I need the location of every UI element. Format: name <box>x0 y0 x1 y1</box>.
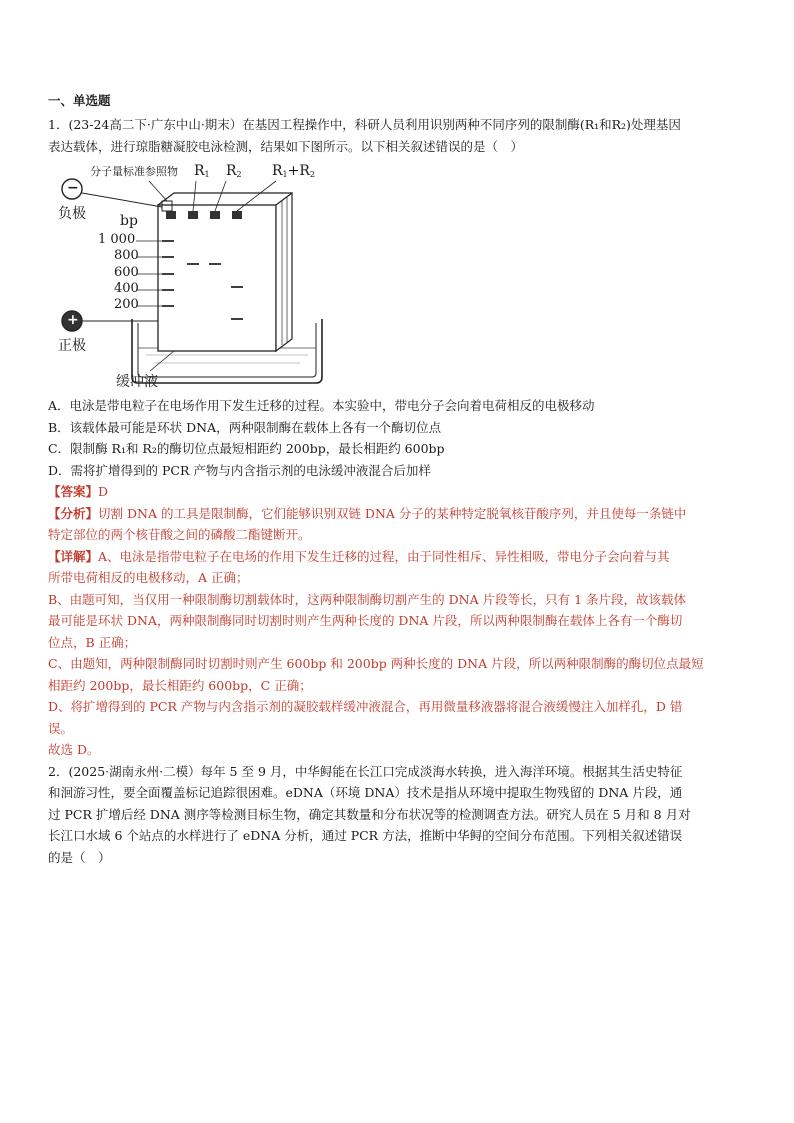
well-marker <box>166 211 176 219</box>
figure-label-r1r2: $R_1+R_2$ <box>272 163 316 179</box>
figure-label-r1: $R_1$ <box>194 163 210 179</box>
q2-line3: 过 PCR 扩增后经 DNA 测序等检测目标生物，确定其数量和分布状况等的检测调查方法。研究人员在 5 月和 8 月对 <box>48 806 691 822</box>
negative-label: 负极 <box>58 206 86 222</box>
electrophoresis-figure <box>54 163 354 391</box>
well-r1r2 <box>232 211 242 219</box>
gel-top-edge <box>158 193 292 205</box>
q2-line4: 长江口水域 6 个站点的水样进行了 eDNA 分析，通过 PCR 方法，推断中华鲟的空间分布范围。下列相关叙述错误 <box>48 828 683 843</box>
section-title: 一、单选题 <box>48 93 111 108</box>
buffer-label: 缓冲液 <box>116 374 158 390</box>
well-r1 <box>188 211 198 219</box>
q1-stem-line1: 1．(23-24高二下·广东中山·期末）在基因工程操作中，科研人员利用识别两种不同序列的限制酶(R₁和R₂)处理基因 <box>48 117 681 132</box>
minus-sign: − <box>67 180 79 196</box>
q2-line1: 2．(2025·湖南永州·二模）每年 5 至 9 月，中华鲟能在长江口完成淡海水转换，进入海洋环境。根据其生活史特征 <box>48 763 683 779</box>
q2-line5: 的是（ ） <box>48 849 111 865</box>
figure-label-marker: 分子量标准参照物 <box>90 165 178 178</box>
tick-200: 200 <box>114 297 139 312</box>
q1-detail-line8: D、将扩增得到的 PCR 产物与内含指示剂的凝胶载样缓冲液混合，再用微量移液器将混合液缓慢注入加样孔，D 错 <box>48 699 683 714</box>
plus-sign: + <box>67 312 79 328</box>
tick-400: 400 <box>114 281 139 296</box>
q1-option-a: A．电泳是带电粒子在电场作用下发生迁移的过程。本实验中，带电分子会向着电荷相反的电极移动 <box>48 398 595 413</box>
q1-stem-line2: 表达载体，进行琼脂糖凝胶电泳检测，结果如下图所示。以下相关叙述错误的是（ ） <box>48 138 524 154</box>
q1-option-b: B．该载体最可能是环状 DNA，两种限制酶在载体上各有一个酶切位点 <box>48 419 442 435</box>
q1-detail-line2: 所带电荷相反的电极移动，A 正确； <box>48 570 249 585</box>
q1-detail-line3: B、由题可知，当仅用一种限制酶切割载体时，这两种限制酶切割产生的 DNA 片段等长，只有 1 条片段，故该载体 <box>48 591 687 607</box>
electrophoresis-diagram <box>54 163 354 391</box>
document-page <box>48 92 748 868</box>
q1-detail-line1: 【详解】A、电泳是指带电粒子在电场的作用下发生迁移的过程，由于同性相斥、异性相吸，带电分子会向着与其 <box>48 548 670 564</box>
figure-label-r2: $R_2$ <box>226 163 242 179</box>
well-r2 <box>210 211 220 219</box>
bp-label: bp <box>120 213 138 229</box>
q1-conclusion: 故选 D。 <box>48 742 100 757</box>
q1-option-c: C．限制酶 R₁和 R₂的酶切位点最短相距约 200bp，最长相距约 600bp <box>48 441 445 456</box>
q1-detail-line5: 位点，B 正确； <box>48 634 137 650</box>
tick-800: 800 <box>114 248 139 263</box>
q1-detail-line6: C、由题知，两种限制酶同时切割时则产生 600bp 和 200bp 两种长度的 DNA 片段，所以两种限制酶的酶切位点最短 <box>48 656 704 671</box>
q1-analysis-line2: 特定部位的两个核苷酸之间的磷酸二酯键断开。 <box>48 527 311 542</box>
q1-detail-line4: 最可能是环状 DNA，两种限制酶同时切割时则产生两种长度的 DNA 片段，所以两种限制酶在载体上各有一个酶切 <box>48 613 683 628</box>
gel-slab <box>158 205 276 351</box>
tick-1000: 1 000 <box>98 232 136 247</box>
q1-detail-line9: 误。 <box>48 720 74 736</box>
q1-analysis-line1: 【分析】切割 DNA 的工具是限制酶，它们能够识别双链 DNA 分子的某种特定脱氧核苷酸序列，并且使每一条链中 <box>48 505 687 521</box>
positive-label: 正极 <box>58 338 86 354</box>
q1-option-d: D．需将扩增得到的 PCR 产物与内含指示剂的电泳缓冲液混合后加样 <box>48 462 431 478</box>
q1-answer: 【答案】D <box>48 484 109 499</box>
gel-side <box>276 193 292 351</box>
q1-detail-line7: 相距约 200bp，最长相距约 600bp，C 正确； <box>48 677 312 693</box>
q2-line2: 和洄游习性，要全面覆盖标记追踪很困难。eDNA（环境 DNA）技术是指从环境中提取生物残留的 DNA 片段，通 <box>48 785 683 800</box>
tick-600: 600 <box>114 265 139 280</box>
